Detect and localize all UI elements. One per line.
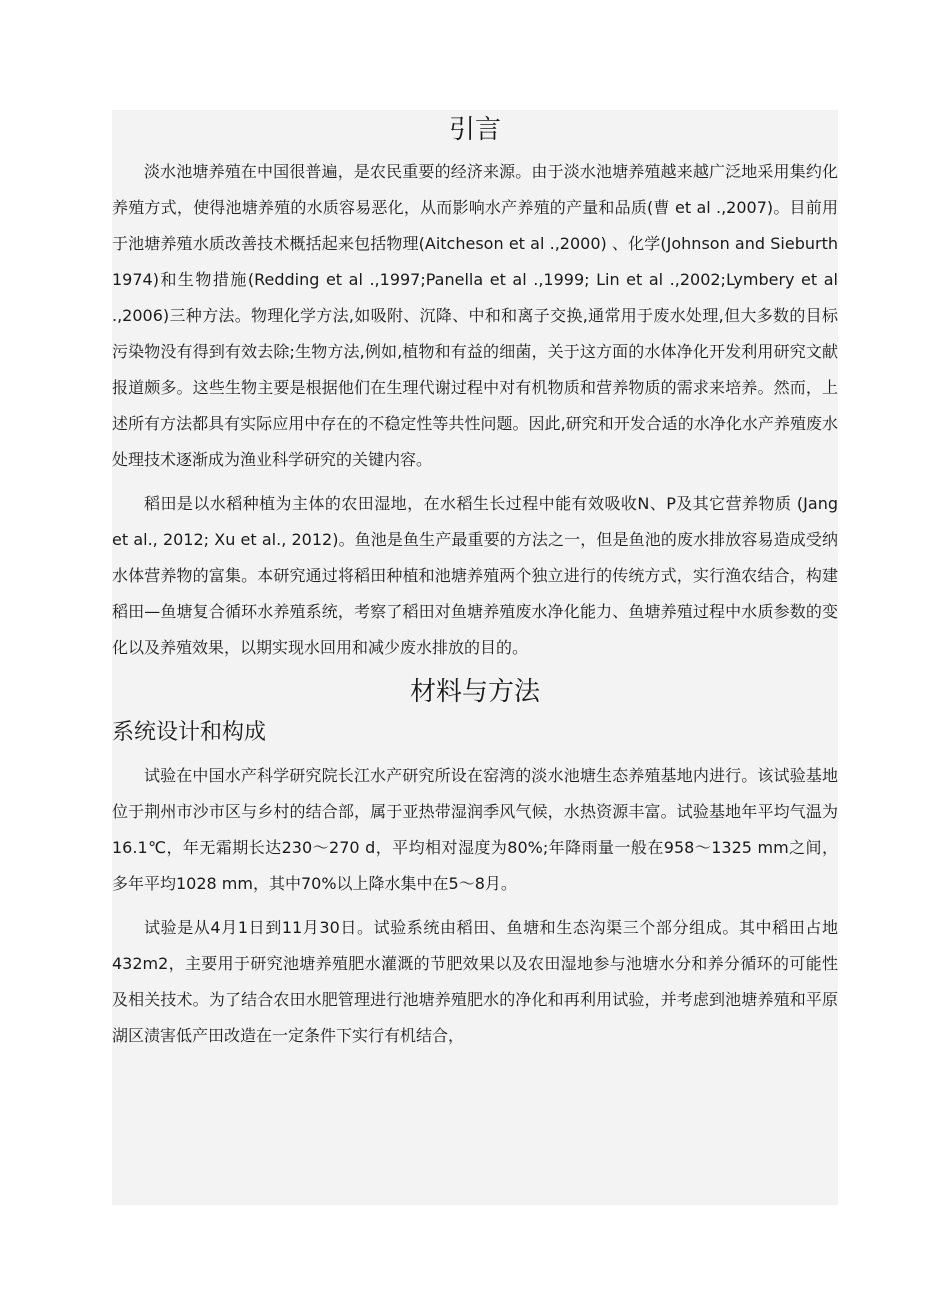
document-body (112, 112, 838, 1062)
section-title-intro: 引言 (448, 115, 501, 145)
intro-paragraph-1: 淡水池塘养殖在中国很普遍，是农民重要的经济来源。由于淡水池塘养殖越来越广泛地采用集约化养殖方式，使得池塘养殖的水质容易恶化，从而影响水产养殖的产量和品质(曹 et al .,2007)。目前用于池塘养殖水质改善技术概括起来包括物理(Aitcheson et al .,2000) 、化学(Johnson and Sieburth 1974)和生物措施(Redding et al .,1997;Panella et al .,1999; Lin et al .,2002;Lymbery et al .,2006)三种方法。物理化学方法,如吸附、沉降、中和和离子交换,通常用于废水处理,但大多数的目标污染物没有得到有效去除;生物方法,例如,植物和有益的细菌，关于这方面的水体净化开发利用研究文献报道颇多。这些生物主要是根据他们在生理代谢过程中对有机物质和营养物质的需求来培养。然而，上述所有方法都具有实际应用中存在的不稳定性等共性问题。因此,研究和开发合适的水净化水产养殖废水处理技术逐渐成为渔业科学研究的关键内容。 (112, 162, 838, 469)
subsection-title-system-design: 系统设计和构成 (112, 720, 267, 745)
methods-paragraph-1: 试验在中国水产科学研究院长江水产研究所设在窑湾的淡水池塘生态养殖基地内进行。该试验基地位于荆州市沙市区与乡村的结合部，属于亚热带湿润季风气候，水热资源丰富。试验基地年平均气温为16.1℃，年无霜期长达230～270 d，平均相对湿度为80%;年降雨量一般在958～1325 mm之间，多年平均1028 mm，其中70%以上降水集中在5～8月。 (112, 766, 838, 893)
methods-paragraph-2: 试验是从4月1日到11月30日。试验系统由稻田、鱼塘和生态沟渠三个部分组成。其中稻田占地432m2，主要用于研究池塘养殖肥水灌溉的节肥效果以及农田湿地参与池塘水分和养分循环的可能性及相关技术。为了结合农田水肥管理进行池塘养殖肥水的净化和再利用试验，并考虑到池塘养殖和平原湖区渍害低产田改造在一定条件下实行有机结合， (112, 918, 838, 1045)
intro-paragraph-2: 稻田是以水稻种植为主体的农田湿地，在水稻生长过程中能有效吸收N、P及其它营养物质 (Jang et al., 2012; Xu et al., 2012)。鱼池是鱼生产最重要的方法之一，但是鱼池的废水排放容易造成受纳水体营养物的富集。本研究通过将稻田种植和池塘养殖两个独立进行的传统方式，实行渔农结合，构建稻田—鱼塘复合循环水养殖系统，考察了稻田对鱼塘养殖废水净化能力、鱼塘养殖过程中水质参数的变化以及养殖效果，以期实现水回用和减少废水排放的目的。 (112, 494, 838, 657)
section-title-methods: 材料与方法 (409, 677, 540, 707)
